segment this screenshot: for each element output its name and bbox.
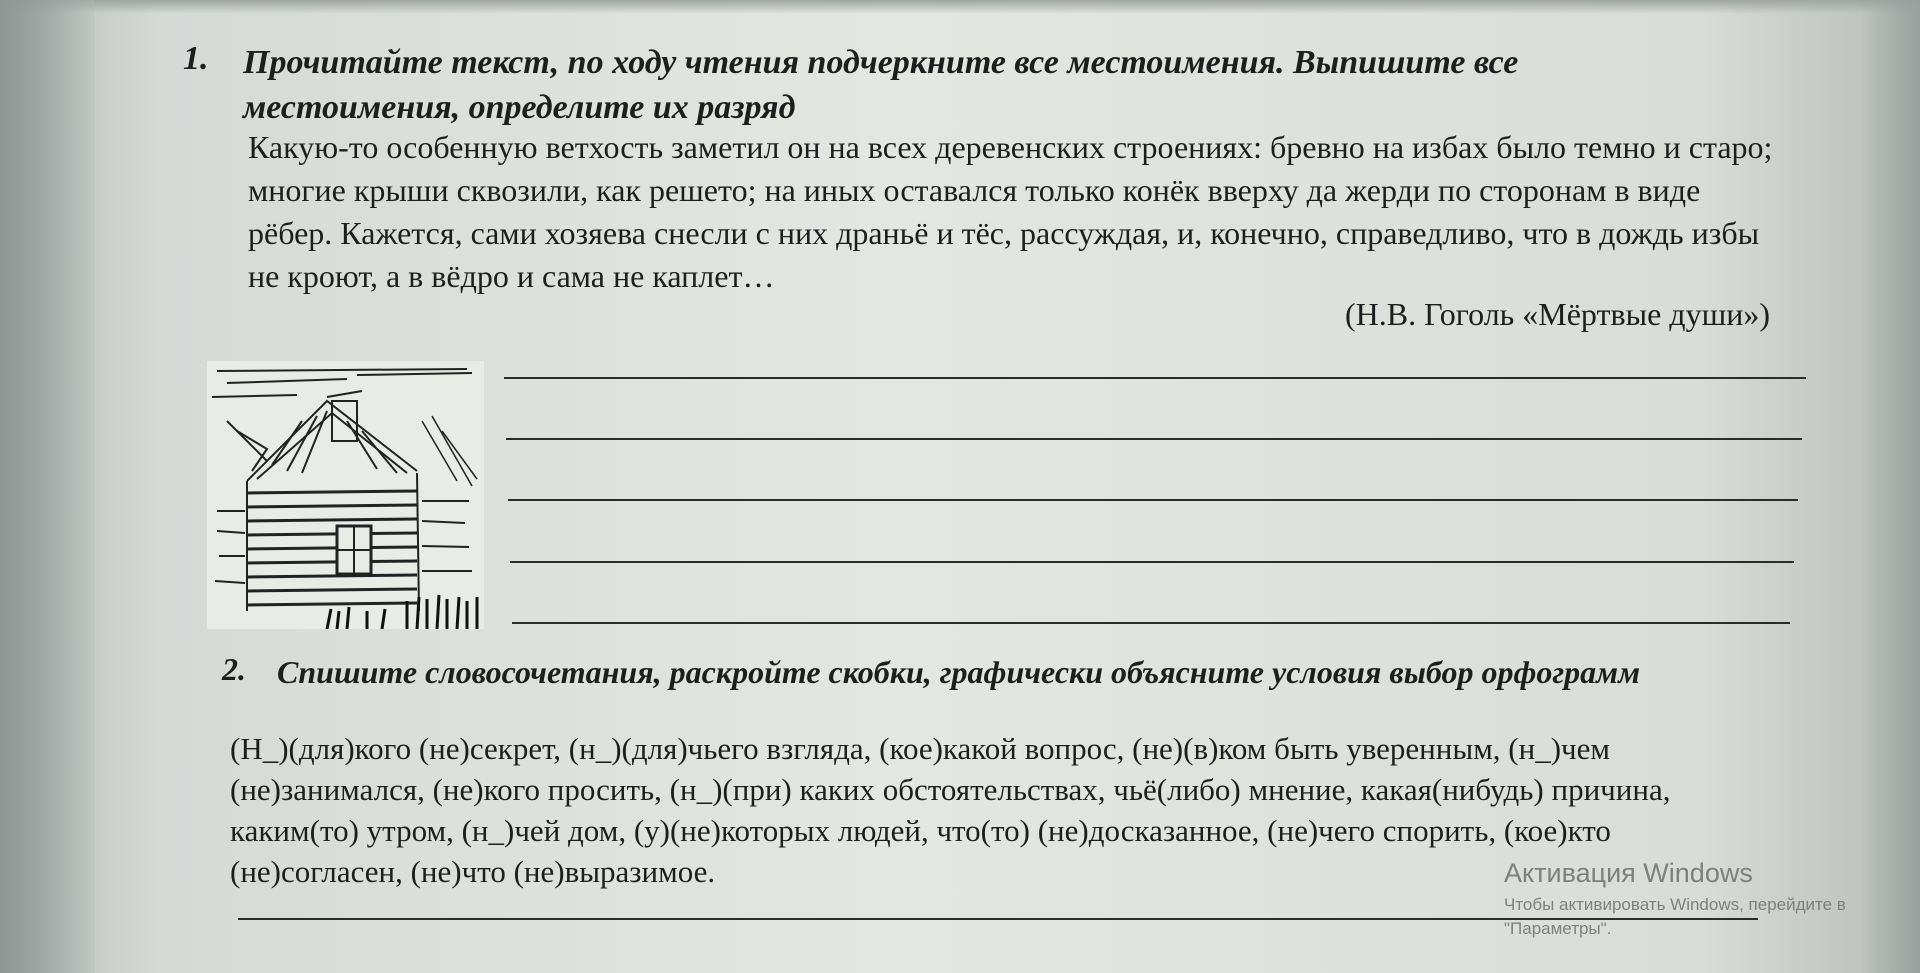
task-2-phrases: (Н_)(для)кого (не)секрет, (н_)(для)чьего взгляда, (кое)какой вопрос, (не)(в)ком быть уверенным, (н_)чем (не)занимался, (не)кого просить, (н_)(при) каких обстоятельствах, чьё(либо) мнение, какая(нибудь) причина, каким(то) утром, (н_)чей дом, (у)(не)которых людей, что(то) (не)досказанное, (не)чего спорить, (кое)кто (не)согласен, (не)что (не)выразимое. [230, 731, 1671, 889]
task-1-title: Прочитайте текст, по ходу чтения подчеркните все местоимения. Выпишите все местоимения, определите их разряд [243, 44, 1519, 126]
screen-edge [0, 0, 1920, 14]
activation-title: Активация Windows [1504, 858, 1753, 888]
task-2-title: Спишите словосочетания, раскройте скобки, графически объясните условия выбор орфограмм [277, 654, 1641, 690]
activation-hint-settings: "Параметры". [1504, 919, 1612, 938]
task-2-number: 2. [222, 651, 246, 687]
answer-line[interactable] [510, 561, 1794, 563]
answer-line[interactable] [504, 377, 1806, 379]
task-1-passage: Какую-то особенную ветхость заметил он на всех деревенских строениях: бревно на избах было темно и старо; многие крыши сквозили, как решето; на иных оставался только конёк вверху да жерди по сторонам в виде рёбер. Кажется, сами хозяева снесли с них драньё и тёс, рассуждая, и, конечно, справедливо, что в дождь избы не кроют, а в вёдро и сама не каплет… [248, 129, 1773, 294]
windows-activation-watermark [1504, 858, 1846, 939]
hut-illustration [207, 361, 484, 629]
passage-attribution: (Н.В. Гоголь «Мёртвые души») [1345, 296, 1770, 332]
answer-line[interactable] [512, 622, 1790, 624]
task-1-number: 1. [183, 40, 209, 77]
screen-bezel-left [0, 0, 95, 973]
answer-line[interactable] [506, 438, 1802, 440]
answer-line[interactable] [508, 499, 1798, 501]
screen-bezel-right [1860, 0, 1920, 973]
activation-hint: Чтобы активировать Windows, перейдите в [1504, 895, 1846, 914]
